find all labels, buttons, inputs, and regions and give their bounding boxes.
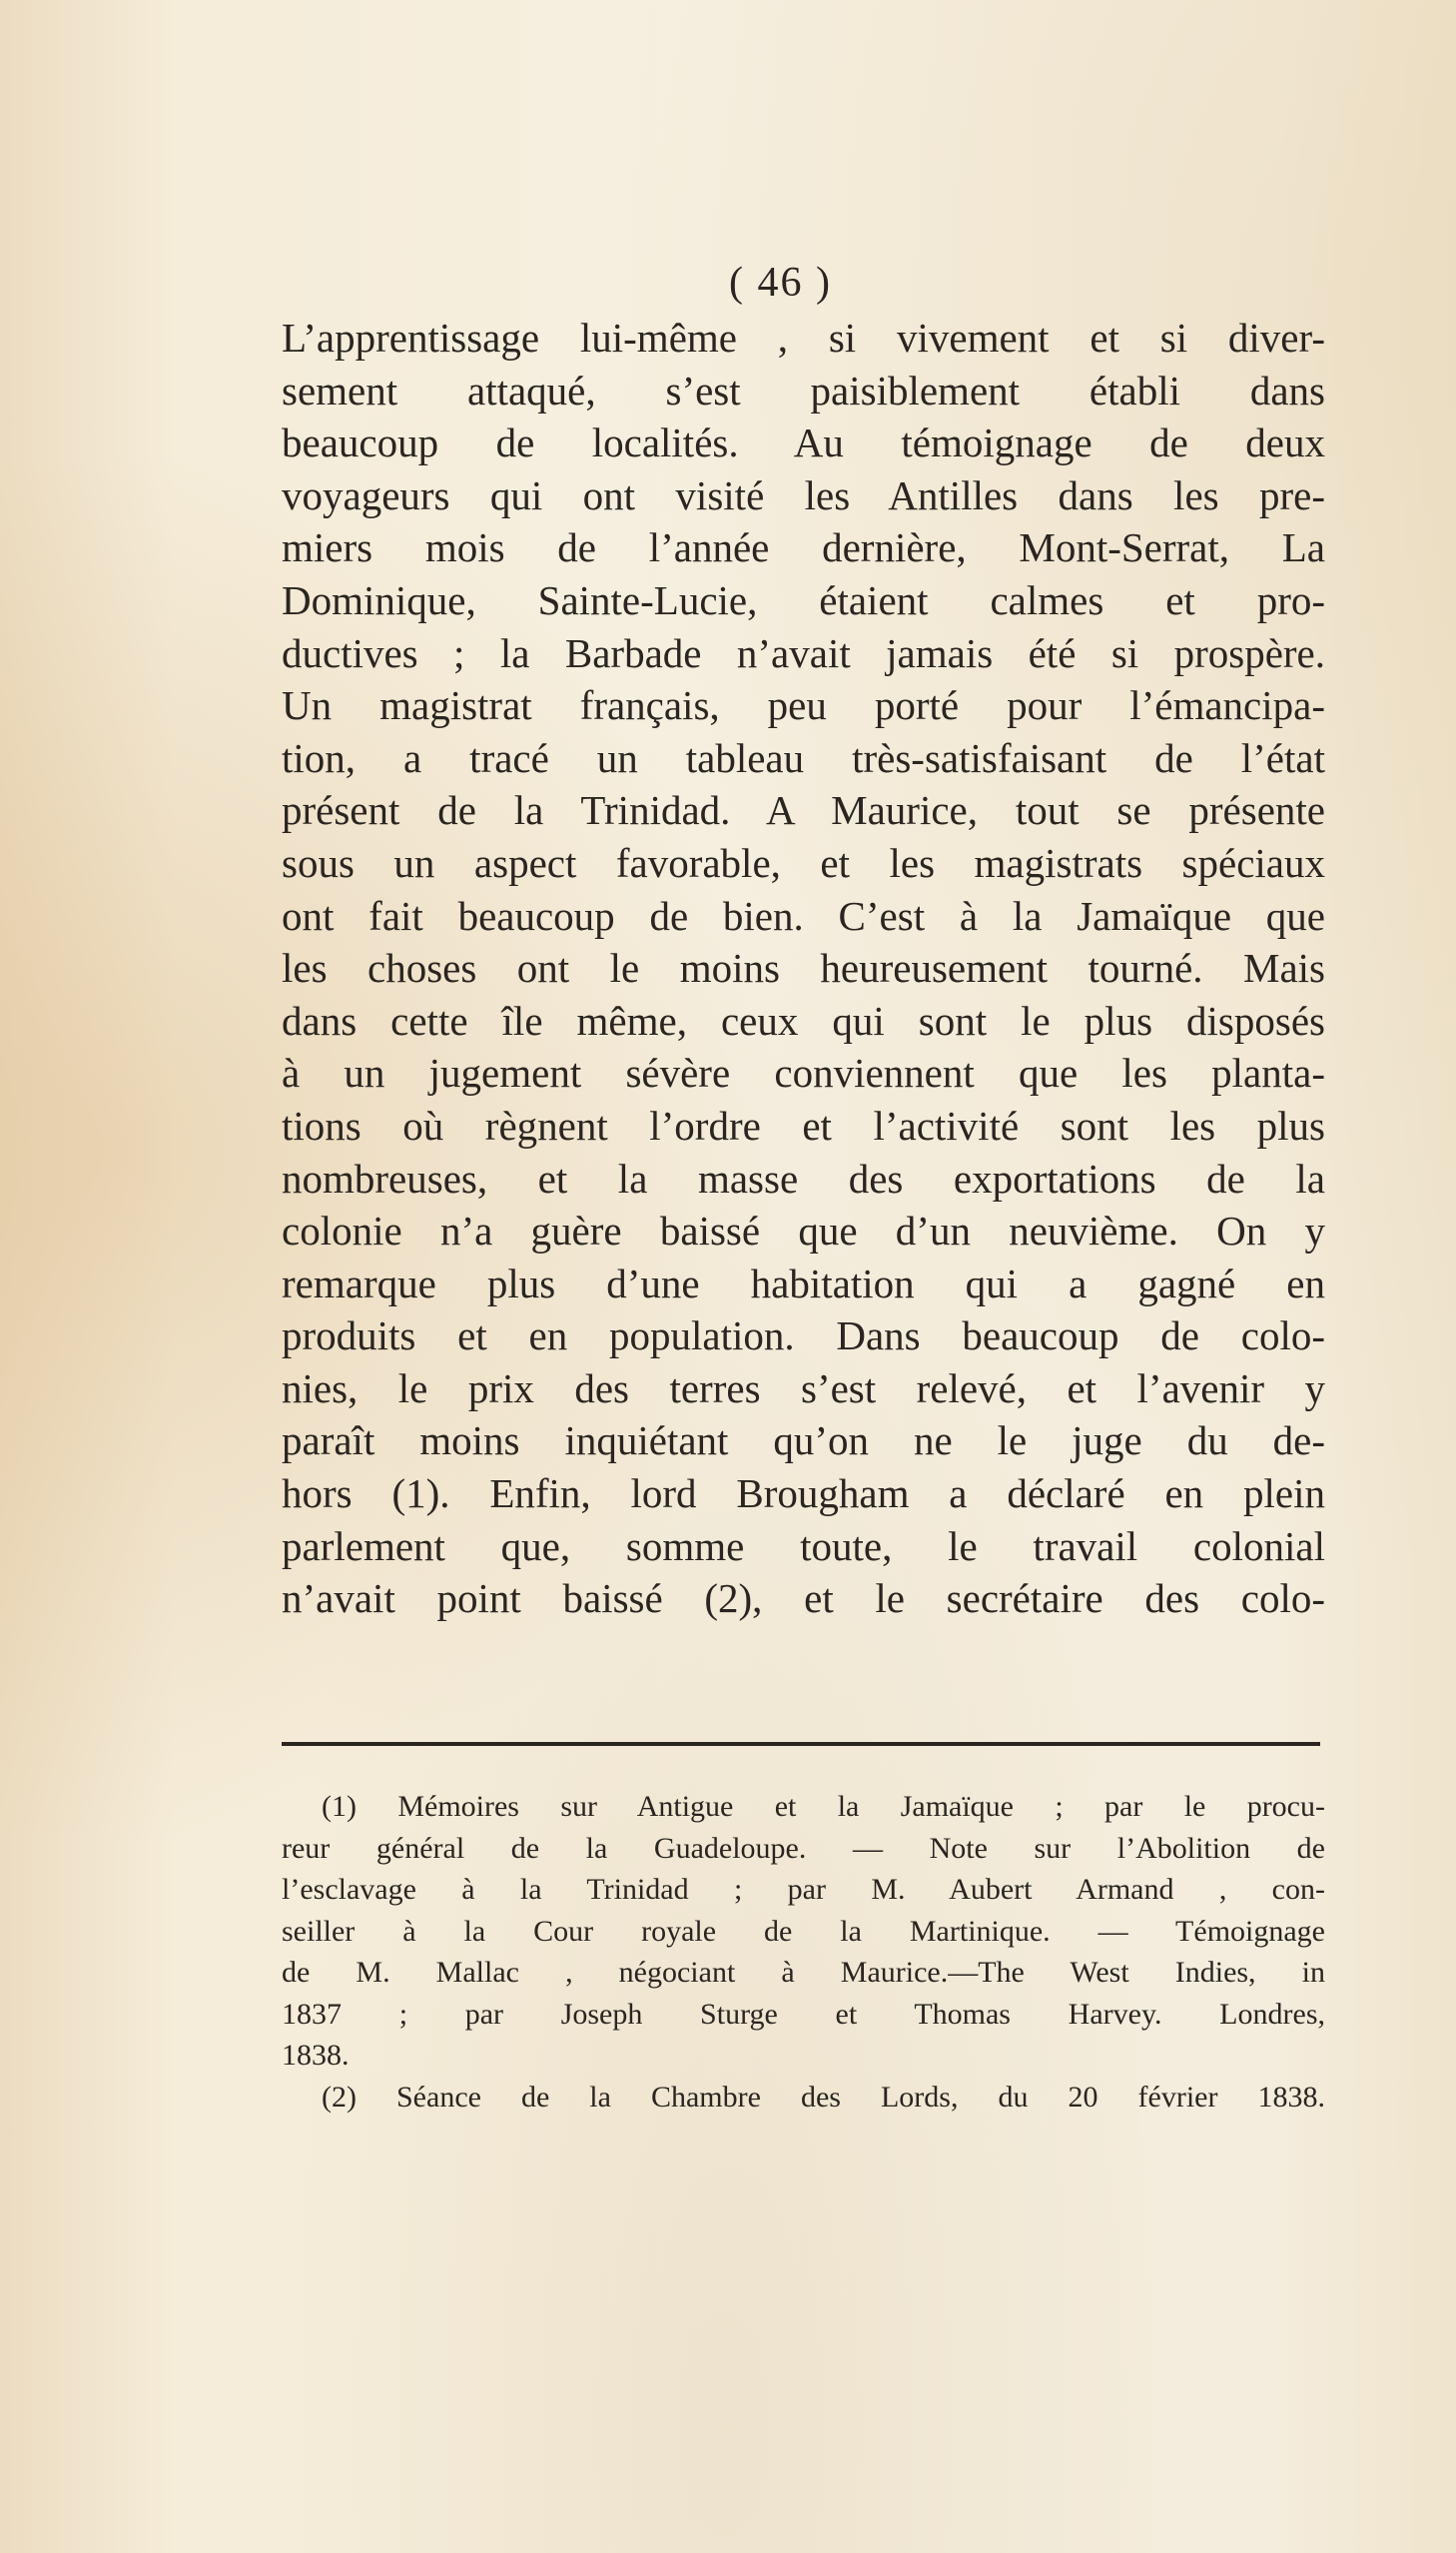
footnote-line: de M. Mallac , négociant à Maurice.—The West Indies, in: [282, 1956, 1325, 1989]
body-line: beaucoup de localités. Au témoignage de deux: [282, 420, 1325, 466]
body-line: hors (1). Enfin, lord Brougham a déclaré en plein: [282, 1470, 1325, 1517]
body-line: présent de la Trinidad. A Maurice, tout se présente: [282, 787, 1325, 834]
body-line: ductives ; la Barbade n’avait jamais été si prospère.: [282, 629, 1325, 676]
body-line: tion, a tracé un tableau très-satisfaisant de l’état: [282, 734, 1325, 781]
footnote-divider: [282, 1742, 1320, 1746]
footnote-line: 1837 ; par Joseph Sturge et Thomas Harvey. Londres,: [282, 1997, 1325, 2031]
body-line: à un jugement sévère conviennent que les planta-: [282, 1050, 1325, 1097]
body-line: sement attaqué, s’est paisiblement établi dans: [282, 367, 1325, 414]
body-line: nombreuses, et la masse des exportations de la: [282, 1155, 1325, 1202]
footnote-line: reur général de la Guadeloupe. — Note sur l’Abolition de: [282, 1831, 1325, 1865]
body-line: n’avait point baissé (2), et le secrétaire des colo-: [282, 1575, 1325, 1622]
body-line: Dominique, Sainte-Lucie, étaient calmes et pro-: [282, 576, 1325, 623]
footnote-line: l’esclavage à la Trinidad ; par M. Aubert Armand , con-: [282, 1873, 1325, 1906]
body-line: parlement que, somme toute, le travail colonial: [282, 1522, 1325, 1569]
page-number: ( 46 ): [729, 260, 832, 306]
body-line: voyageurs qui ont visité les Antilles dans les pre-: [282, 471, 1325, 518]
footnote-line: seiller à la Cour royale de la Martinique. — Témoignage: [282, 1914, 1325, 1948]
footnote-line: 1838.: [282, 2039, 350, 2072]
body-line: sous un aspect favorable, et les magistrats spéciaux: [282, 839, 1325, 886]
body-line: miers mois de l’année dernière, Mont-Serrat, La: [282, 524, 1325, 571]
footnote-line: (1) Mémoires sur Antigue et la Jamaïque ; par le procu-: [322, 1790, 1325, 1823]
body-line: remarque plus d’une habitation qui a gagné en: [282, 1260, 1325, 1306]
body-line: tions où règnent l’ordre et l’activité sont les plus: [282, 1102, 1325, 1149]
footnotes: [282, 1786, 1325, 2118]
body-line: nies, le prix des terres s’est relevé, et l’avenir y: [282, 1364, 1325, 1411]
body-line: paraît moins inquiétant qu’on ne le juge du de-: [282, 1417, 1325, 1464]
body-line: dans cette île même, ceux qui sont le plus disposés: [282, 997, 1325, 1044]
body-line: les choses ont le moins heureusement tourné. Mais: [282, 945, 1325, 992]
body-line: Un magistrat français, peu porté pour l’émancipa-: [282, 682, 1325, 729]
footnote-line: (2) Séance de la Chambre des Lords, du 20 février 1838.: [322, 2080, 1325, 2114]
body-line: produits et en population. Dans beaucoup de colo-: [282, 1312, 1325, 1359]
body-line: colonie n’a guère baissé que d’un neuvième. On y: [282, 1208, 1325, 1255]
main-text: [282, 258, 1325, 1625]
body-line: ont fait beaucoup de bien. C’est à la Jamaïque que: [282, 892, 1325, 939]
body-line: L’apprentissage lui-même , si vivement et si diver-: [282, 315, 1325, 361]
